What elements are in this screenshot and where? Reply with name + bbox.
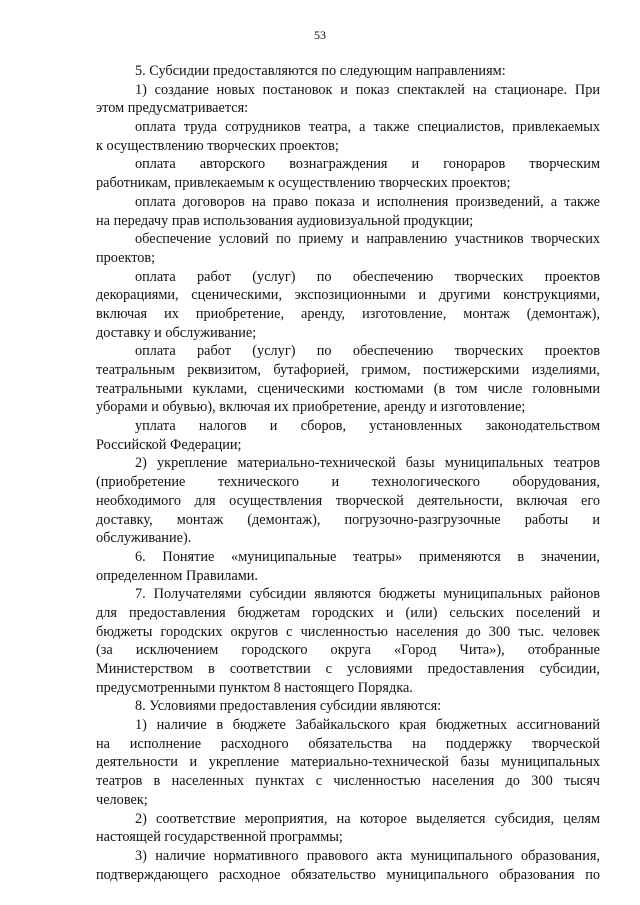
text-line: 2) укрепление материально-технической базы муниципальных театров <box>135 455 600 472</box>
text-line: доставку и обслуживание; <box>96 324 257 341</box>
paragraph <box>96 585 600 697</box>
text-line: театров в населенных пунктах с численностью населения до 300 тысяч <box>96 773 600 790</box>
paragraph <box>96 268 600 343</box>
text-line: доставку, монтаж (демонтаж), погрузочно-разгрузочные работы и <box>96 511 600 528</box>
text-line: работникам, привлекаемым к осуществлению творческих проектов; <box>96 175 511 192</box>
text-line: уплата налогов и сборов, установленных законодательством <box>135 418 600 435</box>
text-line: оплата авторского вознаграждения и гонораров творческим <box>135 156 600 173</box>
document-body <box>96 62 600 884</box>
text-line: театральными куклами, сценическими костюмами (в том числе головными <box>96 380 600 397</box>
text-line: театральным реквизитом, бутафорией, гримом, постижерскими изделиями, <box>96 362 600 378</box>
text-line: Российской Федерации; <box>96 436 242 453</box>
paragraph <box>96 810 600 847</box>
text-line: для предоставления бюджетам городских и (или) сельских поселений и <box>96 604 600 621</box>
paragraph <box>96 417 600 454</box>
paragraph <box>96 716 600 809</box>
text-line: оплата договоров на право показа и исполнения произведений, а также <box>135 193 600 210</box>
text-line: определенном Правилами. <box>96 567 258 584</box>
text-line: декорациями, сценическими, экспозиционными и другими конструкциями, <box>96 287 600 304</box>
text-line: настоящей государственной программы; <box>96 829 343 846</box>
paragraph <box>96 81 600 118</box>
text-line: 1) наличие в бюджете Забайкальского края бюджетных ассигнований <box>135 717 600 734</box>
text-line: человек; <box>96 791 148 808</box>
text-line: на исполнение расходного обязательства на поддержку творческой <box>96 735 600 752</box>
text-line: обслуживание). <box>96 530 192 547</box>
text-line: 6. Понятие «муниципальные театры» применяются в значении, <box>135 548 600 565</box>
text-line: оплата работ (услуг) по обеспечению творческих проектов <box>135 343 600 360</box>
text-line: необходимого для осуществления творческой деятельности, включая его <box>96 492 600 509</box>
paragraph <box>96 342 600 417</box>
text-line: 8. Условиями предоставления субсидии являются: <box>135 698 442 715</box>
text-line: включая их приобретение, аренду, изготовление, монтаж (демонтаж), <box>96 305 600 322</box>
text-line: оплата работ (услуг) по обеспечению творческих проектов <box>135 268 600 285</box>
page-number: 53 <box>314 28 326 42</box>
text-line: этом предусматривается: <box>96 100 249 117</box>
text-line: проектов; <box>96 249 156 266</box>
text-line: 3) наличие нормативного правового акта муниципального образования, <box>135 847 600 864</box>
paragraph <box>96 230 600 267</box>
text-line: 1) создание новых постановок и показ спектаклей на стационаре. При <box>135 81 600 98</box>
paragraph <box>96 548 600 585</box>
paragraph <box>96 697 600 716</box>
paragraph <box>96 193 600 230</box>
text-line: на передачу прав использования аудиовизуальной продукции; <box>96 212 474 229</box>
text-line: предусмотренными пунктом 8 настоящего Порядка. <box>96 679 413 696</box>
paragraph <box>96 62 600 81</box>
text-line: обеспечение условий по приему и направлению участников творческих <box>135 231 600 248</box>
text-line: деятельности и укрепление материально-технической базы муниципальных <box>96 754 600 771</box>
text-line: уборами и обувью), включая их приобретение, аренду и изготовление; <box>96 399 526 416</box>
paragraph <box>96 454 600 547</box>
text-line: 2) соответствие мероприятия, на которое выделяется субсидия, целям <box>135 810 600 827</box>
paragraph <box>96 847 600 884</box>
text-line: Министерством в соответствии с условиями предоставления субсидии, <box>96 661 600 677</box>
paragraph <box>96 118 600 155</box>
text-line: к осуществлению творческих проектов; <box>96 137 339 154</box>
text-line: оплата труда сотрудников театра, а также специалистов, привлекаемых <box>135 119 600 136</box>
text-line: бюджеты городских округов с численностью населения до 300 тыс. человек <box>96 623 600 640</box>
paragraph <box>96 155 600 192</box>
text-line: 7. Получателями субсидии являются бюджеты муниципальных районов <box>135 586 600 603</box>
text-line: (за исключением городского округа «Город Чита»), отобранные <box>96 642 600 659</box>
text-line: (приобретение технического и технологического оборудования, <box>96 474 600 491</box>
text-line: подтверждающего расходное обязательство муниципального образования по <box>96 866 600 883</box>
text-line: 5. Субсидии предоставляются по следующим направлениям: <box>135 63 506 79</box>
